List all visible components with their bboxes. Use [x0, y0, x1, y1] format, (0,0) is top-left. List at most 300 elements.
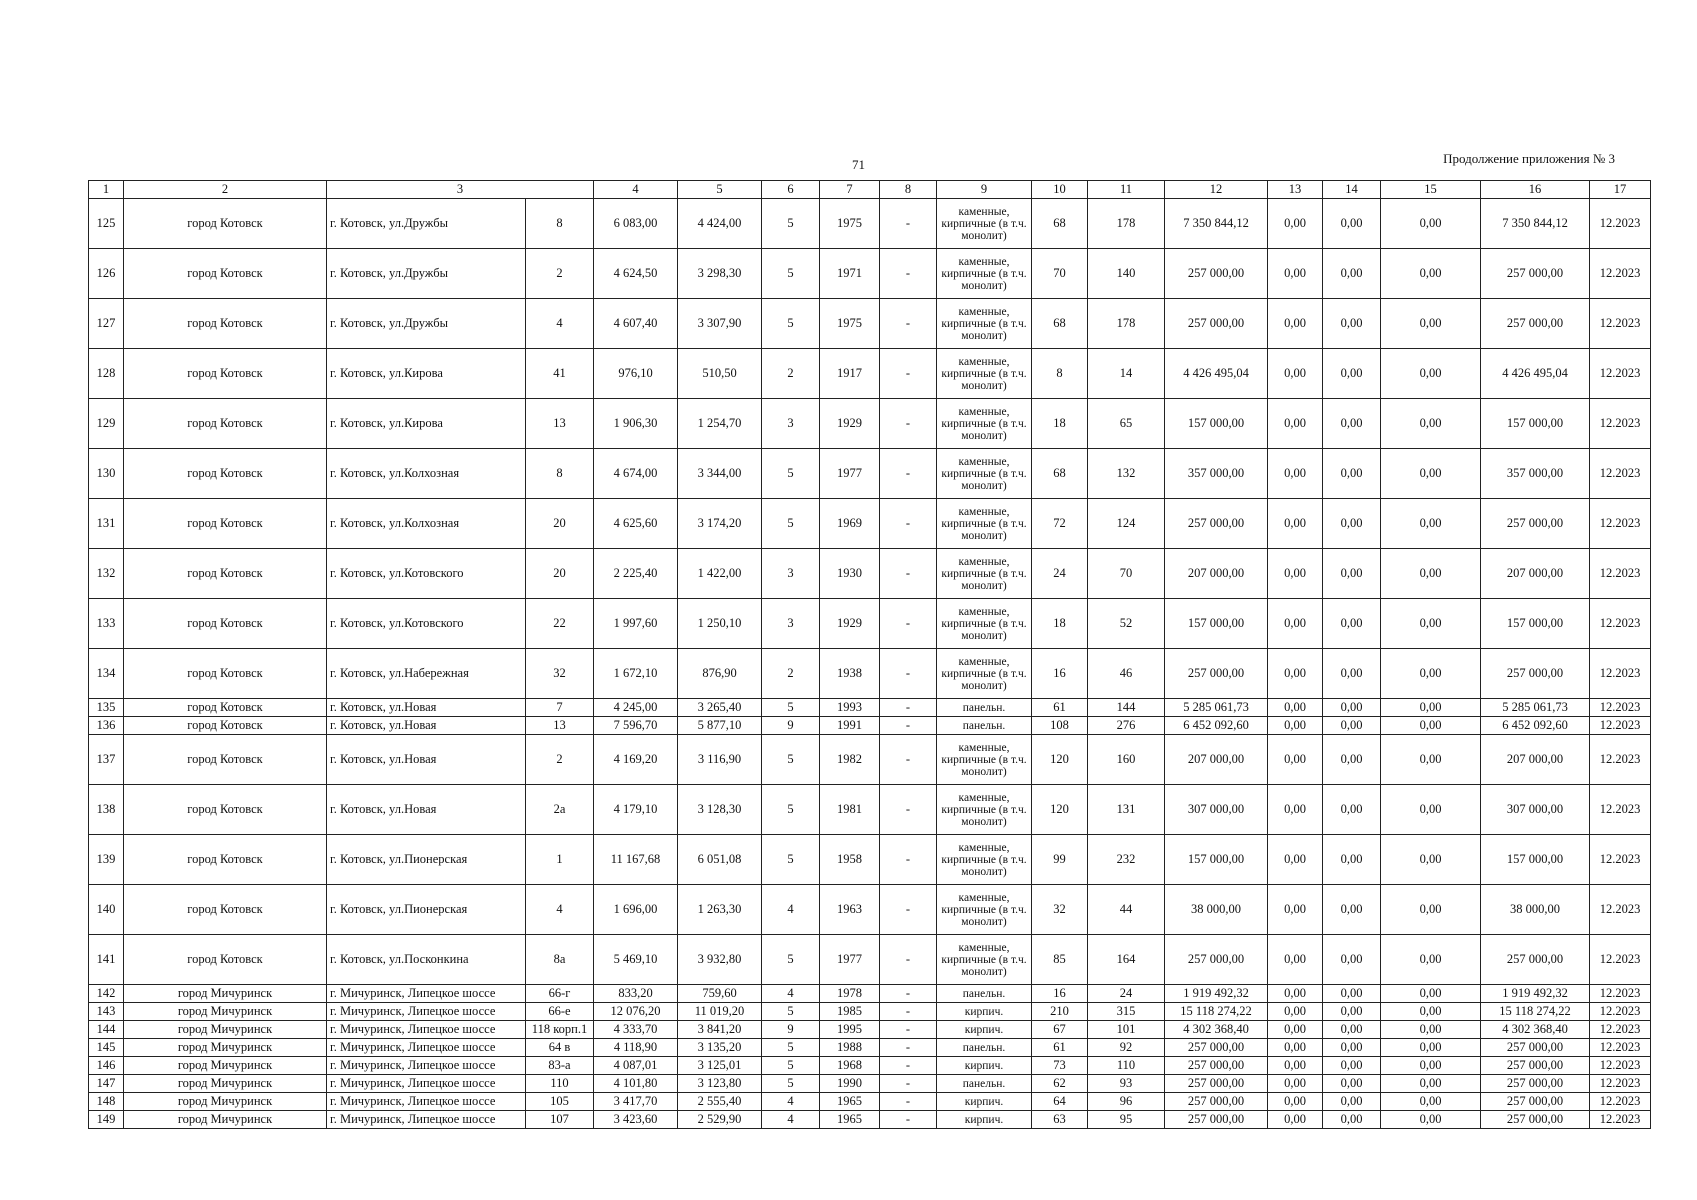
- row-number: 125: [89, 199, 124, 249]
- year-built: 1929: [820, 399, 880, 449]
- col-14-value: 0,00: [1323, 717, 1381, 735]
- municipality: город Мичуринск: [124, 1021, 327, 1039]
- total-cost: 15 118 274,22: [1165, 1003, 1268, 1021]
- municipality: город Мичуринск: [124, 1039, 327, 1057]
- house-number: 4: [526, 299, 594, 349]
- wall-material: каменные, кирпичные (в т.ч. монолит): [937, 399, 1032, 449]
- col-13-value: 0,00: [1268, 835, 1323, 885]
- total-area: 4 333,70: [594, 1021, 678, 1039]
- col-13-value: 0,00: [1268, 935, 1323, 985]
- floors: 5: [762, 1075, 820, 1093]
- municipality: город Котовск: [124, 499, 327, 549]
- living-area: 11 019,20: [678, 1003, 762, 1021]
- year-built: 1938: [820, 649, 880, 699]
- col-11-value: 24: [1088, 985, 1165, 1003]
- living-area: 1 250,10: [678, 599, 762, 649]
- address: г. Котовск, ул.Новая: [327, 785, 526, 835]
- col-11-value: 124: [1088, 499, 1165, 549]
- col-13-value: 0,00: [1268, 549, 1323, 599]
- house-number: 8а: [526, 935, 594, 985]
- total-area: 2 225,40: [594, 549, 678, 599]
- row-number: 138: [89, 785, 124, 835]
- col-8-value: -: [880, 717, 937, 735]
- address: г. Котовск, ул.Котовского: [327, 549, 526, 599]
- year-built: 1965: [820, 1093, 880, 1111]
- living-area: 2 529,90: [678, 1111, 762, 1129]
- house-number: 2: [526, 249, 594, 299]
- house-number: 32: [526, 649, 594, 699]
- col-10-value: 61: [1032, 1039, 1088, 1057]
- municipality: город Котовск: [124, 399, 327, 449]
- col-13-value: 0,00: [1268, 1021, 1323, 1039]
- col-header-6: 6: [762, 181, 820, 199]
- table-row: [89, 1111, 1651, 1129]
- completion-date: 12.2023: [1590, 1039, 1651, 1057]
- col-16-value: 157 000,00: [1481, 399, 1590, 449]
- col-13-value: 0,00: [1268, 249, 1323, 299]
- completion-date: 12.2023: [1590, 735, 1651, 785]
- column-number-header-row: [89, 181, 1651, 199]
- col-8-value: -: [880, 1003, 937, 1021]
- col-13-value: 0,00: [1268, 985, 1323, 1003]
- col-11-value: 232: [1088, 835, 1165, 885]
- total-cost: 257 000,00: [1165, 299, 1268, 349]
- col-13-value: 0,00: [1268, 199, 1323, 249]
- year-built: 1917: [820, 349, 880, 399]
- col-14-value: 0,00: [1323, 399, 1381, 449]
- living-area: 4 424,00: [678, 199, 762, 249]
- col-header-12: 12: [1165, 181, 1268, 199]
- municipality: город Котовск: [124, 349, 327, 399]
- table-row: [89, 449, 1651, 499]
- col-13-value: 0,00: [1268, 649, 1323, 699]
- col-15-value: 0,00: [1381, 699, 1481, 717]
- total-cost: 207 000,00: [1165, 735, 1268, 785]
- completion-date: 12.2023: [1590, 699, 1651, 717]
- col-13-value: 0,00: [1268, 717, 1323, 735]
- table-row: [89, 599, 1651, 649]
- wall-material: каменные, кирпичные (в т.ч. монолит): [937, 499, 1032, 549]
- table-row: [89, 1021, 1651, 1039]
- col-15-value: 0,00: [1381, 1039, 1481, 1057]
- completion-date: 12.2023: [1590, 1093, 1651, 1111]
- table-row: [89, 985, 1651, 1003]
- total-area: 12 076,20: [594, 1003, 678, 1021]
- table-row: [89, 1039, 1651, 1057]
- year-built: 1991: [820, 717, 880, 735]
- col-11-value: 101: [1088, 1021, 1165, 1039]
- house-number: 118 корп.1: [526, 1021, 594, 1039]
- municipality: город Котовск: [124, 449, 327, 499]
- col-8-value: -: [880, 935, 937, 985]
- total-cost: 257 000,00: [1165, 249, 1268, 299]
- row-number: 144: [89, 1021, 124, 1039]
- total-area: 833,20: [594, 985, 678, 1003]
- col-16-value: 257 000,00: [1481, 1093, 1590, 1111]
- floors: 5: [762, 785, 820, 835]
- total-cost: 257 000,00: [1165, 1075, 1268, 1093]
- table-row: [89, 717, 1651, 735]
- col-11-value: 144: [1088, 699, 1165, 717]
- col-15-value: 0,00: [1381, 349, 1481, 399]
- col-10-value: 70: [1032, 249, 1088, 299]
- col-16-value: 1 919 492,32: [1481, 985, 1590, 1003]
- col-13-value: 0,00: [1268, 299, 1323, 349]
- col-11-value: 178: [1088, 199, 1165, 249]
- address: г. Мичуринск, Липецкое шоссе: [327, 1075, 526, 1093]
- col-14-value: 0,00: [1323, 699, 1381, 717]
- completion-date: 12.2023: [1590, 835, 1651, 885]
- col-10-value: 24: [1032, 549, 1088, 599]
- col-15-value: 0,00: [1381, 1111, 1481, 1129]
- row-number: 126: [89, 249, 124, 299]
- col-11-value: 52: [1088, 599, 1165, 649]
- living-area: 3 135,20: [678, 1039, 762, 1057]
- col-8-value: -: [880, 1111, 937, 1129]
- floors: 5: [762, 835, 820, 885]
- total-cost: 157 000,00: [1165, 835, 1268, 885]
- col-15-value: 0,00: [1381, 199, 1481, 249]
- address: г. Котовск, ул.Пионерская: [327, 835, 526, 885]
- col-10-value: 85: [1032, 935, 1088, 985]
- year-built: 1990: [820, 1075, 880, 1093]
- row-number: 149: [89, 1111, 124, 1129]
- col-15-value: 0,00: [1381, 885, 1481, 935]
- house-number: 8: [526, 199, 594, 249]
- col-15-value: 0,00: [1381, 1021, 1481, 1039]
- col-16-value: 257 000,00: [1481, 1057, 1590, 1075]
- col-13-value: 0,00: [1268, 1039, 1323, 1057]
- col-16-value: 157 000,00: [1481, 599, 1590, 649]
- living-area: 5 877,10: [678, 717, 762, 735]
- col-15-value: 0,00: [1381, 985, 1481, 1003]
- completion-date: 12.2023: [1590, 449, 1651, 499]
- row-number: 130: [89, 449, 124, 499]
- address: г. Котовск, ул.Дружбы: [327, 199, 526, 249]
- address: г. Мичуринск, Липецкое шоссе: [327, 1111, 526, 1129]
- house-number: 66-е: [526, 1003, 594, 1021]
- col-11-value: 92: [1088, 1039, 1165, 1057]
- col-14-value: 0,00: [1323, 449, 1381, 499]
- col-15-value: 0,00: [1381, 835, 1481, 885]
- col-8-value: -: [880, 985, 937, 1003]
- row-number: 128: [89, 349, 124, 399]
- completion-date: 12.2023: [1590, 599, 1651, 649]
- col-16-value: 257 000,00: [1481, 1039, 1590, 1057]
- completion-date: 12.2023: [1590, 985, 1651, 1003]
- address: г. Котовск, ул.Новая: [327, 717, 526, 735]
- col-8-value: -: [880, 699, 937, 717]
- col-11-value: 315: [1088, 1003, 1165, 1021]
- col-8-value: -: [880, 199, 937, 249]
- address: г. Котовск, ул.Дружбы: [327, 299, 526, 349]
- col-11-value: 276: [1088, 717, 1165, 735]
- year-built: 1975: [820, 299, 880, 349]
- col-15-value: 0,00: [1381, 785, 1481, 835]
- floors: 9: [762, 717, 820, 735]
- col-15-value: 0,00: [1381, 735, 1481, 785]
- col-13-value: 0,00: [1268, 1075, 1323, 1093]
- total-cost: 7 350 844,12: [1165, 199, 1268, 249]
- address: г. Мичуринск, Липецкое шоссе: [327, 1021, 526, 1039]
- wall-material: каменные, кирпичные (в т.ч. монолит): [937, 249, 1032, 299]
- completion-date: 12.2023: [1590, 549, 1651, 599]
- year-built: 1969: [820, 499, 880, 549]
- total-cost: 38 000,00: [1165, 885, 1268, 935]
- col-header-4: 4: [594, 181, 678, 199]
- year-built: 1930: [820, 549, 880, 599]
- wall-material: панельн.: [937, 1075, 1032, 1093]
- completion-date: 12.2023: [1590, 935, 1651, 985]
- col-11-value: 132: [1088, 449, 1165, 499]
- row-number: 137: [89, 735, 124, 785]
- total-cost: 257 000,00: [1165, 935, 1268, 985]
- wall-material: каменные, кирпичные (в т.ч. монолит): [937, 935, 1032, 985]
- col-10-value: 99: [1032, 835, 1088, 885]
- col-8-value: -: [880, 499, 937, 549]
- table-row: [89, 835, 1651, 885]
- col-15-value: 0,00: [1381, 599, 1481, 649]
- house-number: 13: [526, 399, 594, 449]
- col-header-15: 15: [1381, 181, 1481, 199]
- completion-date: 12.2023: [1590, 399, 1651, 449]
- wall-material: панельн.: [937, 985, 1032, 1003]
- col-14-value: 0,00: [1323, 349, 1381, 399]
- living-area: 1 254,70: [678, 399, 762, 449]
- col-11-value: 14: [1088, 349, 1165, 399]
- floors: 4: [762, 885, 820, 935]
- year-built: 1965: [820, 1111, 880, 1129]
- col-16-value: 4 426 495,04: [1481, 349, 1590, 399]
- living-area: 3 932,80: [678, 935, 762, 985]
- living-area: 759,60: [678, 985, 762, 1003]
- col-13-value: 0,00: [1268, 399, 1323, 449]
- col-11-value: 46: [1088, 649, 1165, 699]
- row-number: 133: [89, 599, 124, 649]
- col-13-value: 0,00: [1268, 1003, 1323, 1021]
- col-14-value: 0,00: [1323, 1039, 1381, 1057]
- col-14-value: 0,00: [1323, 1111, 1381, 1129]
- municipality: город Мичуринск: [124, 1003, 327, 1021]
- living-area: 3 841,20: [678, 1021, 762, 1039]
- house-number: 66-г: [526, 985, 594, 1003]
- table-row: [89, 249, 1651, 299]
- col-11-value: 70: [1088, 549, 1165, 599]
- col-header-1: 1: [89, 181, 124, 199]
- col-14-value: 0,00: [1323, 249, 1381, 299]
- col-10-value: 67: [1032, 1021, 1088, 1039]
- completion-date: 12.2023: [1590, 1021, 1651, 1039]
- col-16-value: 257 000,00: [1481, 1075, 1590, 1093]
- house-number: 22: [526, 599, 594, 649]
- total-cost: 257 000,00: [1165, 1111, 1268, 1129]
- col-8-value: -: [880, 1021, 937, 1039]
- total-area: 11 167,68: [594, 835, 678, 885]
- living-area: 3 344,00: [678, 449, 762, 499]
- col-16-value: 6 452 092,60: [1481, 717, 1590, 735]
- col-8-value: -: [880, 1039, 937, 1057]
- house-number: 2: [526, 735, 594, 785]
- col-8-value: -: [880, 1075, 937, 1093]
- wall-material: каменные, кирпичные (в т.ч. монолит): [937, 199, 1032, 249]
- col-8-value: -: [880, 835, 937, 885]
- wall-material: каменные, кирпичные (в т.ч. монолит): [937, 735, 1032, 785]
- col-14-value: 0,00: [1323, 599, 1381, 649]
- col-16-value: 257 000,00: [1481, 249, 1590, 299]
- col-15-value: 0,00: [1381, 499, 1481, 549]
- total-cost: 357 000,00: [1165, 449, 1268, 499]
- municipality: город Мичуринск: [124, 985, 327, 1003]
- municipality: город Котовск: [124, 717, 327, 735]
- col-8-value: -: [880, 735, 937, 785]
- year-built: 1958: [820, 835, 880, 885]
- living-area: 876,90: [678, 649, 762, 699]
- year-built: 1971: [820, 249, 880, 299]
- year-built: 1995: [820, 1021, 880, 1039]
- total-cost: 307 000,00: [1165, 785, 1268, 835]
- total-cost: 4 302 368,40: [1165, 1021, 1268, 1039]
- address: г. Мичуринск, Липецкое шоссе: [327, 1057, 526, 1075]
- floors: 5: [762, 299, 820, 349]
- col-16-value: 307 000,00: [1481, 785, 1590, 835]
- total-area: 4 624,50: [594, 249, 678, 299]
- col-11-value: 95: [1088, 1111, 1165, 1129]
- living-area: 510,50: [678, 349, 762, 399]
- col-15-value: 0,00: [1381, 249, 1481, 299]
- total-cost: 207 000,00: [1165, 549, 1268, 599]
- col-15-value: 0,00: [1381, 649, 1481, 699]
- house-number: 64 в: [526, 1039, 594, 1057]
- address: г. Мичуринск, Липецкое шоссе: [327, 1003, 526, 1021]
- col-8-value: -: [880, 649, 937, 699]
- living-area: 3 125,01: [678, 1057, 762, 1075]
- table-row: [89, 1093, 1651, 1111]
- total-cost: 257 000,00: [1165, 499, 1268, 549]
- row-number: 139: [89, 835, 124, 885]
- table-row: [89, 299, 1651, 349]
- col-10-value: 64: [1032, 1093, 1088, 1111]
- house-number: 20: [526, 549, 594, 599]
- col-10-value: 8: [1032, 349, 1088, 399]
- col-16-value: 257 000,00: [1481, 499, 1590, 549]
- house-number: 20: [526, 499, 594, 549]
- wall-material: каменные, кирпичные (в т.ч. монолит): [937, 885, 1032, 935]
- year-built: 1929: [820, 599, 880, 649]
- address: г. Котовск, ул.Котовского: [327, 599, 526, 649]
- floors: 5: [762, 1003, 820, 1021]
- living-area: 3 298,30: [678, 249, 762, 299]
- col-16-value: 38 000,00: [1481, 885, 1590, 935]
- col-13-value: 0,00: [1268, 499, 1323, 549]
- municipality: город Котовск: [124, 199, 327, 249]
- col-header-16: 16: [1481, 181, 1590, 199]
- col-10-value: 68: [1032, 199, 1088, 249]
- col-13-value: 0,00: [1268, 699, 1323, 717]
- col-header-5: 5: [678, 181, 762, 199]
- living-area: 3 174,20: [678, 499, 762, 549]
- municipality: город Котовск: [124, 699, 327, 717]
- col-14-value: 0,00: [1323, 299, 1381, 349]
- completion-date: 12.2023: [1590, 199, 1651, 249]
- floors: 4: [762, 1093, 820, 1111]
- col-10-value: 62: [1032, 1075, 1088, 1093]
- col-15-value: 0,00: [1381, 1093, 1481, 1111]
- col-16-value: 207 000,00: [1481, 549, 1590, 599]
- col-8-value: -: [880, 449, 937, 499]
- col-header-8: 8: [880, 181, 937, 199]
- col-15-value: 0,00: [1381, 399, 1481, 449]
- living-area: 1 263,30: [678, 885, 762, 935]
- table-row: [89, 549, 1651, 599]
- col-15-value: 0,00: [1381, 1075, 1481, 1093]
- total-area: 4 087,01: [594, 1057, 678, 1075]
- col-16-value: 7 350 844,12: [1481, 199, 1590, 249]
- col-13-value: 0,00: [1268, 599, 1323, 649]
- col-14-value: 0,00: [1323, 549, 1381, 599]
- col-10-value: 16: [1032, 985, 1088, 1003]
- col-14-value: 0,00: [1323, 835, 1381, 885]
- col-15-value: 0,00: [1381, 1003, 1481, 1021]
- col-14-value: 0,00: [1323, 785, 1381, 835]
- wall-material: панельн.: [937, 717, 1032, 735]
- house-number: 1: [526, 835, 594, 885]
- row-number: 147: [89, 1075, 124, 1093]
- col-13-value: 0,00: [1268, 735, 1323, 785]
- total-area: 4 118,90: [594, 1039, 678, 1057]
- row-number: 131: [89, 499, 124, 549]
- row-number: 142: [89, 985, 124, 1003]
- table-row: [89, 935, 1651, 985]
- col-11-value: 160: [1088, 735, 1165, 785]
- col-16-value: 4 302 368,40: [1481, 1021, 1590, 1039]
- col-header-17: 17: [1590, 181, 1651, 199]
- col-15-value: 0,00: [1381, 549, 1481, 599]
- col-16-value: 5 285 061,73: [1481, 699, 1590, 717]
- row-number: 140: [89, 885, 124, 935]
- col-13-value: 0,00: [1268, 449, 1323, 499]
- floors: 9: [762, 1021, 820, 1039]
- living-area: 3 128,30: [678, 785, 762, 835]
- col-14-value: 0,00: [1323, 499, 1381, 549]
- col-14-value: 0,00: [1323, 985, 1381, 1003]
- floors: 5: [762, 935, 820, 985]
- total-cost: 5 285 061,73: [1165, 699, 1268, 717]
- col-11-value: 140: [1088, 249, 1165, 299]
- completion-date: 12.2023: [1590, 299, 1651, 349]
- municipality: город Котовск: [124, 299, 327, 349]
- col-14-value: 0,00: [1323, 1003, 1381, 1021]
- year-built: 1977: [820, 935, 880, 985]
- completion-date: 12.2023: [1590, 1057, 1651, 1075]
- house-number: 13: [526, 717, 594, 735]
- address: г. Котовск, ул.Новая: [327, 735, 526, 785]
- col-10-value: 68: [1032, 449, 1088, 499]
- col-header-2: 2: [124, 181, 327, 199]
- floors: 4: [762, 1111, 820, 1129]
- total-area: 4 179,10: [594, 785, 678, 835]
- municipality: город Мичуринск: [124, 1111, 327, 1129]
- municipality: город Мичуринск: [124, 1075, 327, 1093]
- wall-material: кирпич.: [937, 1111, 1032, 1129]
- wall-material: каменные, кирпичные (в т.ч. монолит): [937, 835, 1032, 885]
- wall-material: кирпич.: [937, 1021, 1032, 1039]
- address: г. Котовск, ул.Кирова: [327, 399, 526, 449]
- col-14-value: 0,00: [1323, 885, 1381, 935]
- living-area: 3 123,80: [678, 1075, 762, 1093]
- table-row: [89, 649, 1651, 699]
- address: г. Котовск, ул.Колхозная: [327, 449, 526, 499]
- col-14-value: 0,00: [1323, 199, 1381, 249]
